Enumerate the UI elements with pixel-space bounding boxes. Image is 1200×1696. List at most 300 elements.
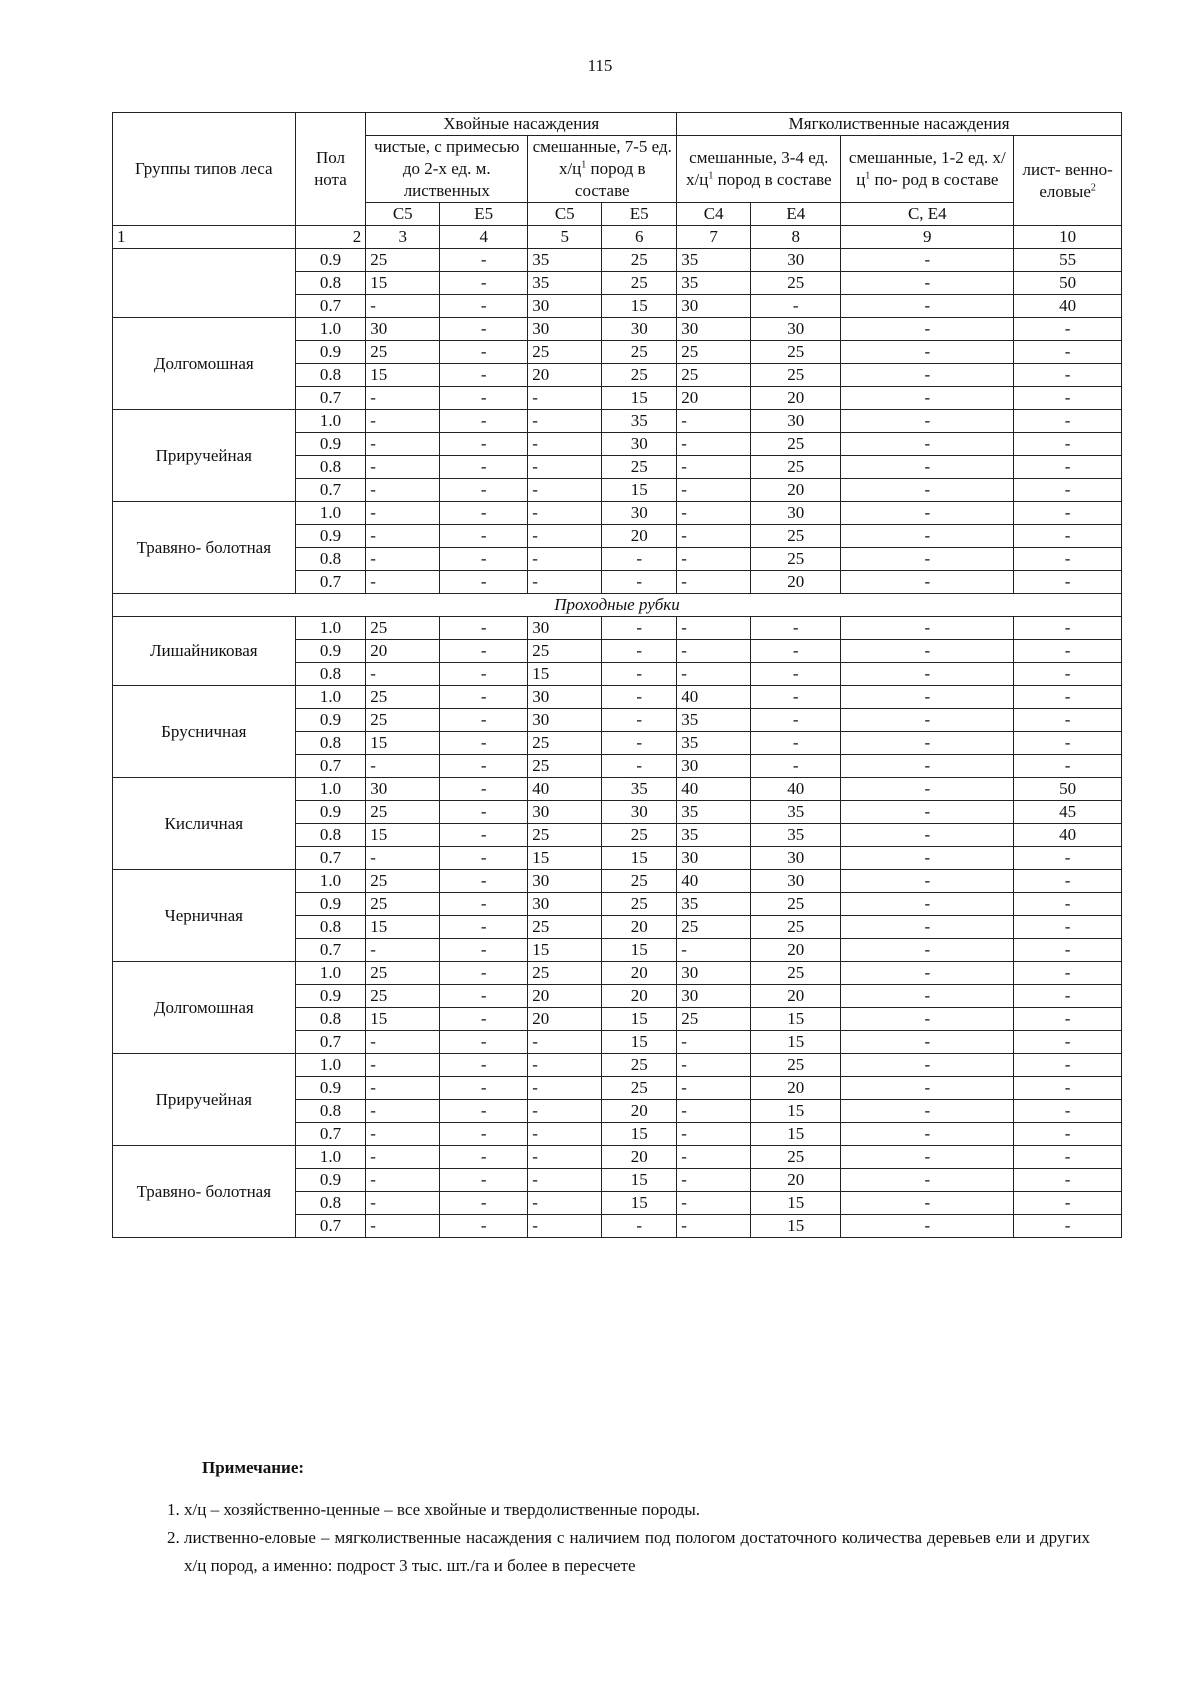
value-cell: -: [841, 1100, 1014, 1123]
value-cell: -: [1014, 1100, 1122, 1123]
value-cell: -: [1014, 433, 1122, 456]
value-cell: -: [677, 617, 751, 640]
value-cell: 30: [528, 709, 602, 732]
value-cell: -: [841, 663, 1014, 686]
value-cell: -: [751, 755, 841, 778]
value-cell: 25: [366, 985, 440, 1008]
value-cell: 25: [677, 916, 751, 939]
value-cell: 25: [602, 870, 677, 893]
value-cell: 25: [751, 1146, 841, 1169]
value-cell: -: [528, 1054, 602, 1077]
density-cell: 0.9: [295, 893, 366, 916]
value-cell: -: [440, 1192, 528, 1215]
header-code: Е5: [602, 203, 677, 226]
value-cell: -: [677, 410, 751, 433]
value-cell: 25: [751, 341, 841, 364]
value-cell: 35: [751, 801, 841, 824]
value-cell: -: [1014, 893, 1122, 916]
value-cell: -: [677, 433, 751, 456]
value-cell: 40: [751, 778, 841, 801]
value-cell: 20: [528, 364, 602, 387]
value-cell: -: [1014, 847, 1122, 870]
value-cell: -: [841, 824, 1014, 847]
column-number: 9: [841, 226, 1014, 249]
value-cell: 20: [751, 1077, 841, 1100]
value-cell: 30: [751, 870, 841, 893]
value-cell: 40: [677, 686, 751, 709]
value-cell: -: [841, 640, 1014, 663]
value-cell: -: [677, 1031, 751, 1054]
value-cell: -: [440, 640, 528, 663]
value-cell: 30: [528, 686, 602, 709]
value-cell: -: [841, 1192, 1014, 1215]
density-cell: 0.7: [295, 1215, 366, 1238]
value-cell: 25: [751, 1054, 841, 1077]
value-cell: -: [440, 272, 528, 295]
value-cell: 30: [602, 801, 677, 824]
value-cell: 35: [677, 732, 751, 755]
value-cell: 30: [677, 295, 751, 318]
value-cell: -: [440, 433, 528, 456]
value-cell: -: [1014, 939, 1122, 962]
value-cell: -: [440, 916, 528, 939]
forest-group-cell: Травяно- болотная: [113, 1146, 296, 1238]
header-code: Е5: [440, 203, 528, 226]
value-cell: 15: [751, 1008, 841, 1031]
notes-list: [150, 1496, 1090, 1580]
value-cell: -: [366, 1192, 440, 1215]
value-cell: 50: [1014, 778, 1122, 801]
value-cell: -: [440, 870, 528, 893]
value-cell: 25: [528, 640, 602, 663]
value-cell: -: [841, 1123, 1014, 1146]
value-cell: -: [440, 985, 528, 1008]
value-cell: -: [440, 1008, 528, 1031]
value-cell: -: [366, 502, 440, 525]
thinning-norms-table: [112, 112, 1122, 1238]
value-cell: 25: [528, 916, 602, 939]
table-body-top: [113, 249, 1122, 594]
value-cell: -: [366, 847, 440, 870]
value-cell: -: [440, 617, 528, 640]
table-row: [113, 686, 1122, 709]
value-cell: -: [440, 1215, 528, 1238]
value-cell: 25: [602, 893, 677, 916]
column-number: 3: [366, 226, 440, 249]
value-cell: -: [528, 1215, 602, 1238]
value-cell: -: [677, 548, 751, 571]
table-row: [113, 617, 1122, 640]
value-cell: -: [841, 249, 1014, 272]
density-cell: 0.9: [295, 640, 366, 663]
value-cell: -: [366, 1031, 440, 1054]
value-cell: 20: [677, 387, 751, 410]
value-cell: -: [366, 1169, 440, 1192]
value-cell: 20: [751, 387, 841, 410]
value-cell: -: [1014, 1169, 1122, 1192]
value-cell: -: [528, 1192, 602, 1215]
value-cell: 15: [366, 1008, 440, 1031]
value-cell: -: [440, 709, 528, 732]
density-cell: 0.9: [295, 249, 366, 272]
table-row: [113, 318, 1122, 341]
value-cell: -: [1014, 502, 1122, 525]
density-cell: 0.8: [295, 272, 366, 295]
value-cell: -: [366, 1123, 440, 1146]
value-cell: -: [841, 962, 1014, 985]
value-cell: 15: [602, 1008, 677, 1031]
value-cell: 40: [677, 778, 751, 801]
value-cell: -: [528, 525, 602, 548]
density-cell: 0.8: [295, 1008, 366, 1031]
value-cell: 25: [677, 1008, 751, 1031]
value-cell: -: [1014, 456, 1122, 479]
table-row: [113, 1054, 1122, 1077]
forest-group-cell: Травяно- болотная: [113, 502, 296, 594]
value-cell: -: [440, 456, 528, 479]
value-cell: -: [1014, 985, 1122, 1008]
value-cell: 35: [677, 249, 751, 272]
value-cell: -: [440, 686, 528, 709]
value-cell: -: [751, 686, 841, 709]
value-cell: 25: [528, 962, 602, 985]
value-cell: -: [1014, 364, 1122, 387]
value-cell: 20: [751, 479, 841, 502]
value-cell: 35: [677, 893, 751, 916]
value-cell: 20: [602, 985, 677, 1008]
value-cell: -: [366, 525, 440, 548]
value-cell: 35: [677, 801, 751, 824]
value-cell: -: [677, 479, 751, 502]
forest-group-cell: Приручейная: [113, 1054, 296, 1146]
value-cell: 25: [366, 893, 440, 916]
value-cell: 25: [751, 893, 841, 916]
header-group-types: Группы типов леса: [113, 113, 296, 226]
value-cell: -: [751, 640, 841, 663]
value-cell: 40: [1014, 824, 1122, 847]
density-cell: 1.0: [295, 686, 366, 709]
value-cell: 25: [602, 824, 677, 847]
value-cell: -: [841, 985, 1014, 1008]
value-cell: -: [1014, 1054, 1122, 1077]
value-cell: 15: [366, 916, 440, 939]
value-cell: -: [677, 502, 751, 525]
value-cell: -: [1014, 548, 1122, 571]
value-cell: -: [366, 387, 440, 410]
table-row: [113, 1146, 1122, 1169]
value-cell: -: [440, 801, 528, 824]
value-cell: -: [677, 525, 751, 548]
value-cell: 20: [751, 1169, 841, 1192]
density-cell: 0.9: [295, 709, 366, 732]
value-cell: -: [841, 525, 1014, 548]
value-cell: 15: [602, 1192, 677, 1215]
value-cell: -: [440, 387, 528, 410]
value-cell: -: [528, 387, 602, 410]
value-cell: -: [841, 755, 1014, 778]
value-cell: -: [366, 548, 440, 571]
value-cell: -: [1014, 663, 1122, 686]
density-cell: 1.0: [295, 962, 366, 985]
header-coniferous: Хвойные насаждения: [366, 113, 677, 136]
value-cell: -: [440, 1146, 528, 1169]
value-cell: -: [841, 502, 1014, 525]
value-cell: -: [1014, 686, 1122, 709]
value-cell: -: [440, 295, 528, 318]
value-cell: -: [440, 824, 528, 847]
density-cell: 0.9: [295, 1077, 366, 1100]
value-cell: -: [528, 1146, 602, 1169]
value-cell: -: [602, 663, 677, 686]
value-cell: 35: [602, 410, 677, 433]
value-cell: 20: [602, 916, 677, 939]
value-cell: 20: [602, 962, 677, 985]
value-cell: -: [841, 387, 1014, 410]
value-cell: 25: [528, 341, 602, 364]
value-cell: 25: [528, 755, 602, 778]
value-cell: 30: [528, 617, 602, 640]
value-cell: 30: [528, 801, 602, 824]
value-cell: -: [841, 341, 1014, 364]
value-cell: -: [602, 571, 677, 594]
value-cell: -: [366, 1077, 440, 1100]
value-cell: -: [677, 1077, 751, 1100]
density-cell: 0.7: [295, 939, 366, 962]
value-cell: 15: [602, 295, 677, 318]
value-cell: 15: [751, 1100, 841, 1123]
column-number: 4: [440, 226, 528, 249]
value-cell: 25: [602, 249, 677, 272]
value-cell: 20: [751, 939, 841, 962]
density-cell: 0.7: [295, 387, 366, 410]
density-cell: 0.8: [295, 732, 366, 755]
forest-group-cell: Брусничная: [113, 686, 296, 778]
value-cell: -: [841, 1008, 1014, 1031]
value-cell: 25: [751, 364, 841, 387]
density-cell: 1.0: [295, 502, 366, 525]
value-cell: -: [677, 939, 751, 962]
value-cell: -: [440, 847, 528, 870]
value-cell: -: [602, 548, 677, 571]
density-cell: 0.7: [295, 1123, 366, 1146]
value-cell: 25: [528, 824, 602, 847]
value-cell: -: [440, 732, 528, 755]
value-cell: 30: [751, 249, 841, 272]
value-cell: -: [841, 1031, 1014, 1054]
value-cell: -: [602, 640, 677, 663]
value-cell: 15: [751, 1192, 841, 1215]
value-cell: 30: [602, 433, 677, 456]
value-cell: -: [1014, 525, 1122, 548]
density-cell: 1.0: [295, 410, 366, 433]
value-cell: 30: [751, 847, 841, 870]
value-cell: -: [440, 962, 528, 985]
value-cell: 30: [677, 962, 751, 985]
value-cell: -: [677, 663, 751, 686]
value-cell: 25: [366, 341, 440, 364]
forest-group-cell: Лишайниковая: [113, 617, 296, 686]
value-cell: 30: [751, 502, 841, 525]
value-cell: 25: [602, 456, 677, 479]
value-cell: -: [366, 571, 440, 594]
value-cell: -: [841, 272, 1014, 295]
value-cell: 25: [602, 341, 677, 364]
table-body-bottom: [113, 617, 1122, 1238]
density-cell: 0.7: [295, 1031, 366, 1054]
value-cell: 55: [1014, 249, 1122, 272]
value-cell: -: [677, 571, 751, 594]
value-cell: 25: [602, 272, 677, 295]
value-cell: -: [841, 318, 1014, 341]
value-cell: 30: [602, 502, 677, 525]
value-cell: 45: [1014, 801, 1122, 824]
value-cell: 20: [366, 640, 440, 663]
value-cell: -: [440, 1123, 528, 1146]
value-cell: -: [440, 755, 528, 778]
column-number: 7: [677, 226, 751, 249]
value-cell: 30: [677, 985, 751, 1008]
density-cell: 1.0: [295, 617, 366, 640]
value-cell: -: [440, 1100, 528, 1123]
value-cell: 20: [528, 1008, 602, 1031]
value-cell: -: [528, 456, 602, 479]
value-cell: -: [366, 479, 440, 502]
value-cell: -: [841, 571, 1014, 594]
value-cell: -: [366, 1054, 440, 1077]
value-cell: -: [440, 525, 528, 548]
header-code: С, Е4: [841, 203, 1014, 226]
value-cell: 30: [528, 893, 602, 916]
header-density: Пол нота: [295, 113, 366, 226]
value-cell: 15: [602, 939, 677, 962]
value-cell: 15: [602, 387, 677, 410]
value-cell: -: [528, 571, 602, 594]
value-cell: 35: [602, 778, 677, 801]
value-cell: 30: [366, 778, 440, 801]
header-softwood: Мягколиственные насаждения: [677, 113, 1122, 136]
density-cell: 0.9: [295, 985, 366, 1008]
density-cell: 0.8: [295, 916, 366, 939]
value-cell: 25: [528, 732, 602, 755]
value-cell: 25: [751, 962, 841, 985]
value-cell: -: [366, 1100, 440, 1123]
value-cell: -: [751, 617, 841, 640]
value-cell: -: [440, 1077, 528, 1100]
value-cell: -: [366, 433, 440, 456]
value-cell: -: [1014, 916, 1122, 939]
value-cell: 25: [751, 272, 841, 295]
value-cell: 25: [677, 341, 751, 364]
table-row: [113, 249, 1122, 272]
value-cell: -: [841, 479, 1014, 502]
value-cell: -: [1014, 571, 1122, 594]
value-cell: -: [528, 1169, 602, 1192]
note-item: 2. лиственно-еловые – мягколиственные насаждения с наличием под пологом достаточного количества деревьев ели и других х/ц пород, а именно: подрост 3 тыс. шт./га и более в пересчете: [184, 1524, 1090, 1580]
value-cell: -: [366, 456, 440, 479]
value-cell: -: [677, 1169, 751, 1192]
value-cell: -: [677, 1054, 751, 1077]
density-cell: 0.7: [295, 755, 366, 778]
value-cell: -: [841, 1169, 1014, 1192]
value-cell: 30: [528, 295, 602, 318]
value-cell: 35: [677, 824, 751, 847]
density-cell: 0.8: [295, 663, 366, 686]
density-cell: 0.8: [295, 824, 366, 847]
value-cell: 40: [677, 870, 751, 893]
value-cell: 20: [751, 985, 841, 1008]
value-cell: -: [841, 732, 1014, 755]
density-cell: 1.0: [295, 870, 366, 893]
value-cell: -: [440, 571, 528, 594]
value-cell: 35: [528, 249, 602, 272]
value-cell: 30: [751, 410, 841, 433]
value-cell: 30: [528, 870, 602, 893]
value-cell: 15: [528, 847, 602, 870]
value-cell: -: [366, 939, 440, 962]
value-cell: -: [1014, 1123, 1122, 1146]
header-mixed-7-5: смешанные, 7-5 ед. $х/ц^1$ пород в составе: [528, 136, 677, 203]
value-cell: 15: [602, 1169, 677, 1192]
value-cell: -: [677, 456, 751, 479]
value-cell: -: [1014, 1146, 1122, 1169]
value-cell: 35: [677, 709, 751, 732]
value-cell: -: [677, 1215, 751, 1238]
forest-group-cell: [113, 249, 296, 318]
value-cell: 30: [528, 318, 602, 341]
table-row: [113, 962, 1122, 985]
forest-group-cell: Кисличная: [113, 778, 296, 870]
density-cell: 0.7: [295, 295, 366, 318]
value-cell: -: [1014, 640, 1122, 663]
density-cell: 0.8: [295, 1192, 366, 1215]
value-cell: -: [841, 709, 1014, 732]
value-cell: -: [440, 1169, 528, 1192]
value-cell: -: [841, 870, 1014, 893]
value-cell: -: [1014, 962, 1122, 985]
value-cell: -: [677, 1123, 751, 1146]
value-cell: 25: [366, 870, 440, 893]
value-cell: -: [1014, 1215, 1122, 1238]
density-cell: 0.7: [295, 571, 366, 594]
value-cell: -: [602, 755, 677, 778]
value-cell: 25: [366, 962, 440, 985]
header-mixed-1-2: смешанные, 1-2 ед. $х/ц^1$ по- род в составе: [841, 136, 1014, 203]
value-cell: -: [841, 801, 1014, 824]
value-cell: -: [528, 502, 602, 525]
value-cell: -: [440, 479, 528, 502]
value-cell: -: [602, 709, 677, 732]
value-cell: -: [366, 755, 440, 778]
value-cell: 30: [677, 847, 751, 870]
value-cell: -: [528, 1123, 602, 1146]
value-cell: 15: [751, 1123, 841, 1146]
value-cell: -: [677, 640, 751, 663]
value-cell: 25: [677, 364, 751, 387]
header-code: С5: [528, 203, 602, 226]
value-cell: -: [440, 410, 528, 433]
section-row-group: [113, 594, 1122, 617]
density-cell: 0.9: [295, 801, 366, 824]
value-cell: -: [1014, 341, 1122, 364]
page-number: 115: [587, 56, 613, 75]
value-cell: -: [841, 939, 1014, 962]
header-code: С4: [677, 203, 751, 226]
value-cell: -: [440, 1031, 528, 1054]
density-cell: 0.9: [295, 525, 366, 548]
value-cell: 15: [602, 847, 677, 870]
value-cell: -: [1014, 1008, 1122, 1031]
value-cell: 30: [751, 318, 841, 341]
